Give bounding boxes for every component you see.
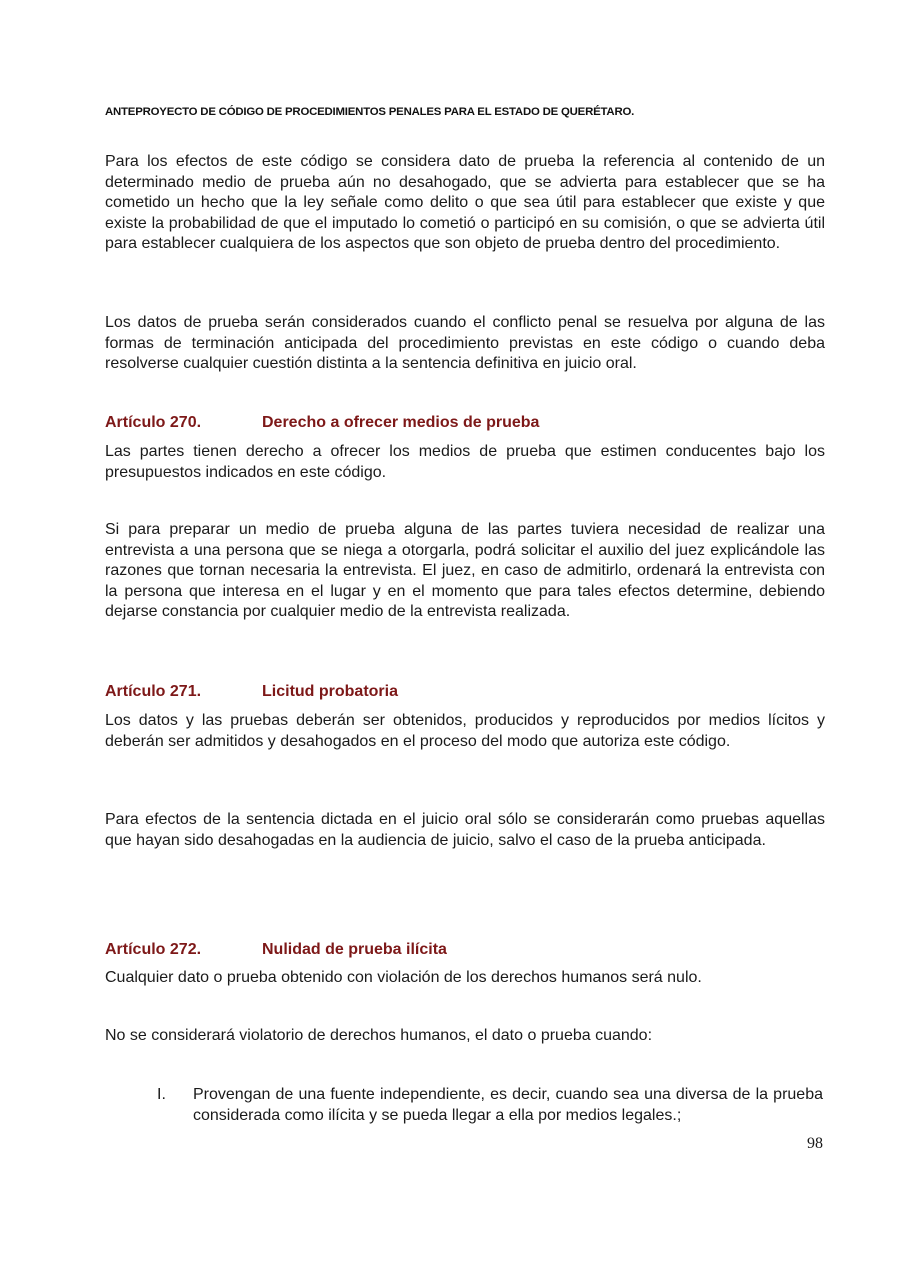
article-number: Artículo 270. [105,414,202,431]
document-header: ANTEPROYECTO DE CÓDIGO DE PROCEDIMIENTOS PENALES PARA EL ESTADO DE QUERÉTARO. [105,106,635,118]
article-271-heading [105,682,825,702]
paragraph-dato-de-prueba: Para los efectos de este código se considera dato de prueba la referencia al contenido de un determinado medio de prueba aún no desahogado, que se advierta para establecer que se ha cometido un hecho que la ley señale como delito o que sea útil para establecer que existe y que existe la probabilidad de que el imputado lo cometió o participó en su comisión, o que se advierta útil para establecer cualquiera de los aspectos que son objeto de prueba dentro del procedimiento. [105,153,825,252]
article-title: Licitud probatoria [262,683,398,700]
article-271-paragraph-1: Los datos y las pruebas deberán ser obtenidos, producidos y reproducidos por medios lícitos y deberán ser admitidos y desahogados en el proceso del modo que autoriza este código. [105,712,825,750]
article-number: Artículo 271. [105,683,202,700]
article-272-paragraph-1: Cualquier dato o prueba obtenido con violación de los derechos humanos será nulo. [105,969,702,986]
paragraph-datos-considerados: Los datos de prueba serán considerados cuando el conflicto penal se resuelva por alguna de las formas de terminación anticipada del procedimiento previstas en este código o cuando deba resolverse cualquier cuestión distinta a la sentencia definitiva en juicio oral. [105,314,825,372]
article-271-paragraph-2: Para efectos de la sentencia dictada en el juicio oral sólo se considerarán como pruebas aquellas que hayan sido desahogadas en la audiencia de juicio, salvo el caso de la prueba anticipada. [105,811,825,849]
list-item [105,1085,825,1126]
article-270-paragraph-1: Las partes tienen derecho a ofrecer los medios de prueba que estimen conducentes bajo los presupuestos indicados en este código. [105,443,825,481]
page-number: 98 [807,1135,823,1152]
article-title: Nulidad de prueba ilícita [262,941,447,958]
article-272-heading [105,940,825,960]
article-270-heading [105,413,825,433]
article-title: Derecho a ofrecer medios de prueba [262,414,540,431]
list-marker: I. [157,1086,166,1103]
article-272-paragraph-2: No se considerará violatorio de derechos humanos, el dato o prueba cuando: [105,1027,653,1044]
list-item-text: Provengan de una fuente independiente, es decir, cuando sea una diversa de la prueba considerada como ilícita y se pueda llegar a ella por medios legales.; [193,1086,823,1124]
article-270-paragraph-2: Si para preparar un medio de prueba alguna de las partes tuviera necesidad de realizar una entrevista a una persona que se niega a otorgarla, podrá solicitar el auxilio del juez explicándole las razones que tornan necesaria la entrevista. El juez, en caso de admitirlo, ordenará la entrevista con la persona que interesa en el lugar y en el momento que para tales efectos determine, debiendo dejarse constancia por cualquier medio de la entrevista realizada. [105,521,825,620]
article-number: Artículo 272. [105,941,202,958]
